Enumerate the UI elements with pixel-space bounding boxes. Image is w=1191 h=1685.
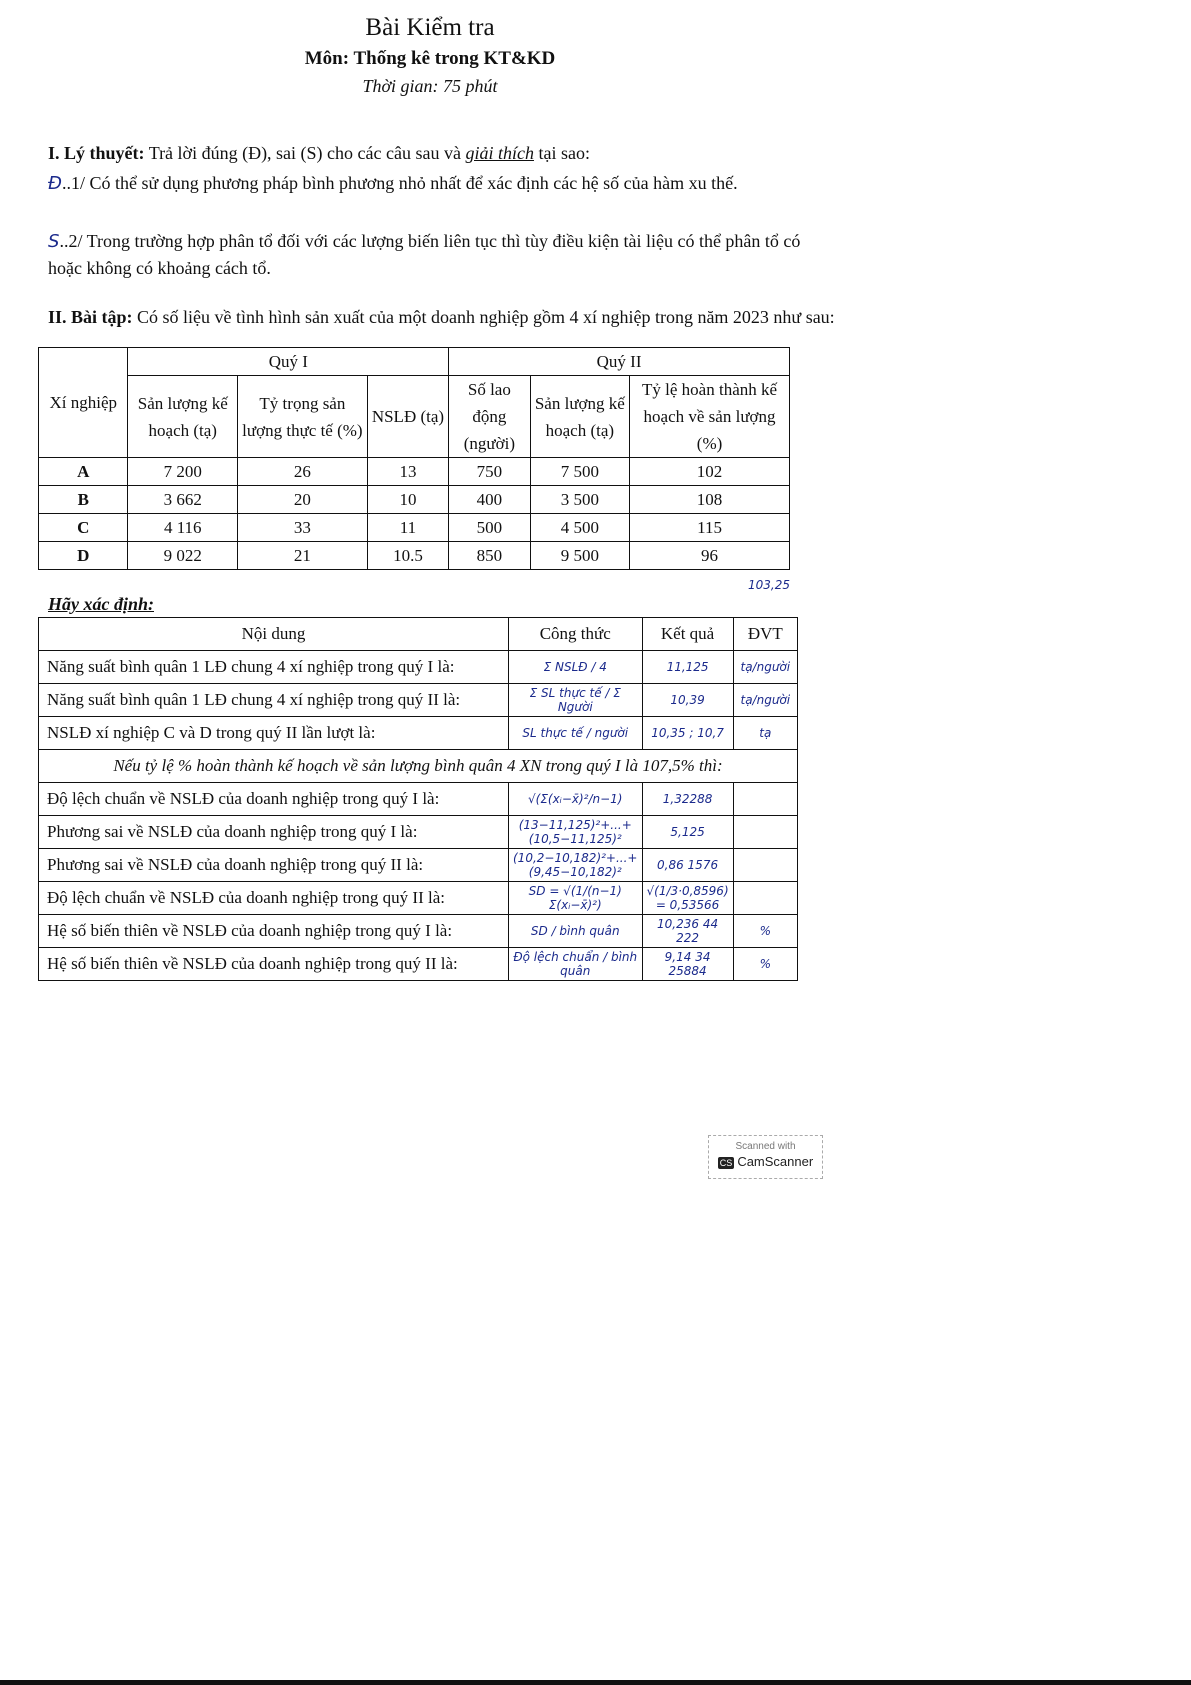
task-row bbox=[39, 948, 798, 981]
exam-subject: Môn: Thống kê trong KT&KD bbox=[304, 48, 556, 69]
task-note-row bbox=[39, 750, 798, 783]
theory-question-1 bbox=[48, 170, 828, 197]
task-result: 10,39 bbox=[642, 684, 733, 717]
header-result: Kết quả bbox=[642, 618, 733, 651]
cell: 3 662 bbox=[128, 486, 238, 514]
header-q2-completion-rate: Tỷ lệ hoàn thành kế hoạch về sản lượng (%) bbox=[630, 376, 790, 458]
camscanner-watermark bbox=[708, 1135, 823, 1179]
cell: 3 500 bbox=[530, 486, 630, 514]
exercise-heading: II. Bài tập: bbox=[48, 307, 133, 327]
task-formula: Độ lệch chuẩn / bình quân bbox=[509, 948, 643, 981]
header-formula: Công thức bbox=[509, 618, 643, 651]
header-quarter-2: Quý II bbox=[449, 348, 790, 376]
task-unit bbox=[733, 783, 797, 816]
cell-enterprise: A bbox=[39, 458, 128, 486]
task-content: Độ lệch chuẩn về NSLĐ của doanh nghiệp trong quý I là: bbox=[39, 783, 509, 816]
task-result: 1,32288 bbox=[642, 783, 733, 816]
task-unit: % bbox=[733, 915, 797, 948]
cell: 20 bbox=[238, 486, 368, 514]
question-2-text: ..2/ Trong trường hợp phân tổ đối với các lượng biến liên tục thì tùy điều kiện tài liệu có thể phân tổ có hoặc không có khoảng cách tổ. bbox=[48, 231, 801, 278]
cell-enterprise: C bbox=[39, 514, 128, 542]
header-q2-planned-output: Sản lượng kế hoạch (tạ) bbox=[530, 376, 630, 458]
scanned-with-label: Scanned with bbox=[735, 1141, 796, 1152]
task-row bbox=[39, 717, 798, 750]
task-condition-note: Nếu tỷ lệ % hoàn thành kế hoạch về sản lượng bình quân 4 XN trong quý I là 107,5% thì: bbox=[39, 750, 798, 783]
task-result: 5,125 bbox=[642, 816, 733, 849]
task-heading: Hãy xác định: bbox=[48, 594, 154, 614]
task-unit bbox=[733, 882, 797, 915]
cell: 7 200 bbox=[128, 458, 238, 486]
cell: 33 bbox=[238, 514, 368, 542]
question-1-text: ..1/ Có thể sử dụng phương pháp bình phương nhỏ nhất để xác định các hệ số của hàm xu thế. bbox=[61, 173, 738, 193]
task-unit bbox=[733, 849, 797, 882]
cell: 108 bbox=[630, 486, 790, 514]
cell-enterprise: B bbox=[39, 486, 128, 514]
task-result: 9,14 34 25884 bbox=[642, 948, 733, 981]
table-row bbox=[39, 514, 790, 542]
task-content: Hệ số biến thiên về NSLĐ của doanh nghiệp trong quý II là: bbox=[39, 948, 509, 981]
cell: 11 bbox=[367, 514, 448, 542]
cell: 750 bbox=[449, 458, 530, 486]
task-row bbox=[39, 816, 798, 849]
table-header-row bbox=[39, 348, 790, 376]
task-row bbox=[39, 882, 798, 915]
cell: 10.5 bbox=[367, 542, 448, 570]
cell: 13 bbox=[367, 458, 448, 486]
task-row bbox=[39, 915, 798, 948]
table-subheader-row bbox=[39, 376, 790, 458]
task-row bbox=[39, 651, 798, 684]
exercise-intro bbox=[48, 306, 838, 328]
theory-instruction-post: tại sao: bbox=[538, 143, 590, 163]
task-row bbox=[39, 849, 798, 882]
task-header-row bbox=[39, 618, 798, 651]
task-formula: Σ NSLĐ / 4 bbox=[509, 651, 643, 684]
theory-question-2 bbox=[48, 228, 828, 281]
table-row bbox=[39, 458, 790, 486]
header-q1-productivity: NSLĐ (tạ) bbox=[367, 376, 448, 458]
task-formula: (10,2−10,182)²+...+(9,45−10,182)² bbox=[509, 849, 643, 882]
camscanner-logo-icon: CS bbox=[719, 1158, 733, 1168]
header-q2-workers: Số lao động (người) bbox=[449, 376, 530, 458]
task-unit: tạ bbox=[733, 717, 797, 750]
theory-heading: I. Lý thuyết: bbox=[48, 143, 145, 163]
task-unit: % bbox=[733, 948, 797, 981]
cell: 9 500 bbox=[530, 542, 630, 570]
task-content: Năng suất bình quân 1 LĐ chung 4 xí nghiệp trong quý I là: bbox=[39, 651, 509, 684]
theory-instruction-em: giải thích bbox=[465, 143, 534, 163]
task-content: Độ lệch chuẩn về NSLĐ của doanh nghiệp trong quý II là: bbox=[39, 882, 509, 915]
header-q1-planned-output: Sản lượng kế hoạch (tạ) bbox=[128, 376, 238, 458]
camscanner-brand bbox=[709, 1154, 822, 1169]
theory-instruction bbox=[48, 140, 828, 166]
task-unit bbox=[733, 816, 797, 849]
task-unit: tạ/người bbox=[733, 651, 797, 684]
task-formula: (13−11,125)²+...+(10,5−11,125)² bbox=[509, 816, 643, 849]
task-result: 10,35 ; 10,7 bbox=[642, 717, 733, 750]
header-content: Nội dung bbox=[39, 618, 509, 651]
task-content: Phương sai về NSLĐ của doanh nghiệp trong quý II là: bbox=[39, 849, 509, 882]
cell: 10 bbox=[367, 486, 448, 514]
table-row bbox=[39, 486, 790, 514]
question-1-answer-mark: Đ bbox=[48, 173, 62, 194]
header-unit: ĐVT bbox=[733, 618, 797, 651]
task-formula: SD / bình quân bbox=[509, 915, 643, 948]
exam-duration: Thời gian: 75 phút bbox=[362, 76, 498, 96]
header-quarter-1: Quý I bbox=[128, 348, 449, 376]
cell: 102 bbox=[630, 458, 790, 486]
task-content: Hệ số biến thiên về NSLĐ của doanh nghiệp trong quý I là: bbox=[39, 915, 509, 948]
table-row bbox=[39, 542, 790, 570]
cell: 400 bbox=[449, 486, 530, 514]
task-row bbox=[39, 783, 798, 816]
cell: 96 bbox=[630, 542, 790, 570]
cell: 9 022 bbox=[128, 542, 238, 570]
cell: 4 116 bbox=[128, 514, 238, 542]
theory-instruction-pre: Trả lời đúng (Đ), sai (S) cho các câu sau và bbox=[148, 143, 461, 163]
production-data-table bbox=[38, 347, 790, 570]
task-formula: SL thực tế / người bbox=[509, 717, 643, 750]
cell: 500 bbox=[449, 514, 530, 542]
cell: 21 bbox=[238, 542, 368, 570]
cell-enterprise: D bbox=[39, 542, 128, 570]
camscanner-brand-text: CamScanner bbox=[737, 1154, 814, 1169]
cell: 850 bbox=[449, 542, 530, 570]
cell: 26 bbox=[238, 458, 368, 486]
task-content: Phương sai về NSLĐ của doanh nghiệp trong quý I là: bbox=[39, 816, 509, 849]
cell: 7 500 bbox=[530, 458, 630, 486]
task-result: √(1/3·0,8596) = 0,53566 bbox=[642, 882, 733, 915]
cell: 115 bbox=[630, 514, 790, 542]
task-formula: √(Σ(xᵢ−x̄)²/n−1) bbox=[509, 783, 643, 816]
task-content: Năng suất bình quân 1 LĐ chung 4 xí nghiệp trong quý II là: bbox=[39, 684, 509, 717]
task-table bbox=[38, 617, 798, 981]
task-result: 10,236 44 222 bbox=[642, 915, 733, 948]
table-margin-note: 103,25 bbox=[748, 578, 790, 592]
header-q1-actual-share: Tỷ trọng sản lượng thực tế (%) bbox=[238, 376, 368, 458]
task-content: NSLĐ xí nghiệp C và D trong quý II lần lượt là: bbox=[39, 717, 509, 750]
task-result: 0,86 1576 bbox=[642, 849, 733, 882]
page-bottom-edge bbox=[0, 1680, 1191, 1685]
header-xi-nghiep: Xí nghiệp bbox=[39, 348, 128, 458]
task-formula: SD = √(1/(n−1) Σ(xᵢ−x̄)²) bbox=[509, 882, 643, 915]
question-2-answer-mark: S bbox=[48, 231, 60, 252]
task-formula: Σ SL thực tế / Σ Người bbox=[509, 684, 643, 717]
task-result: 11,125 bbox=[642, 651, 733, 684]
cell: 4 500 bbox=[530, 514, 630, 542]
exam-title: Bài Kiểm tra bbox=[365, 14, 495, 41]
exercise-intro-text: Có số liệu về tình hình sản xuất của một doanh nghiệp gồm 4 xí nghiệp trong năm 2023 như sau: bbox=[137, 307, 835, 327]
task-row bbox=[39, 684, 798, 717]
task-unit: tạ/người bbox=[733, 684, 797, 717]
